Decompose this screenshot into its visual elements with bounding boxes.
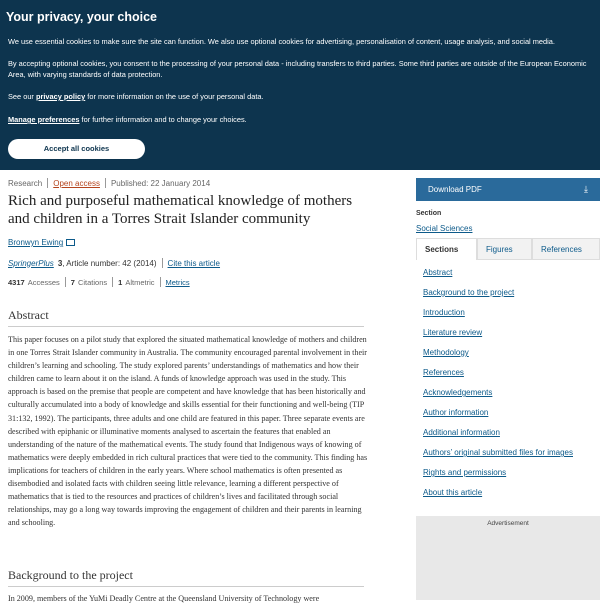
privacy-prefix: See our: [8, 92, 36, 101]
privacy-policy-link[interactable]: privacy policy: [35, 92, 86, 101]
divider: [105, 178, 106, 188]
abstract-text: This paper focuses on a pilot study that explored the situated mathematical knowledge of mothers and children in one Torres Strait Islander community in Australia. The community encouraged parental involvement in their children’s learning and schooling. The study explored parents’ understandings of mathematics and how their children came to learn about it on the island. A funds of knowledge approach was used in the study. This approach is based on the premise that people are competent and have knowledge that has been historically and culturally accumulated into a body of knowledge and skills essential for their functioning and well-being (TIP 31:132, 1992). The participants, three adults and one child are featured in this paper. Three separate events are described with epiphanic or illuminative moments analysed to ascertain the features that enabled an understanding of the nature of the mathematical events. The study found that Indigenous ways of knowing of mathematics were deeply embedded in rich cultural practices that were tied to the community. This finding has implications for teachers of children in the early years. Where school mathematics is often presented as disembodied and isolated facts with children seeing little relevance, learning a different perspective of mathematics that is tied to the resources and practices of children’s lives and facilitated through social relationships, may go a long way towards improving the engagement of children and their parents in learning and schooling.: [8, 335, 368, 528]
toc-introduction[interactable]: Introduction: [423, 308, 465, 317]
author-link[interactable]: [8, 238, 75, 247]
abstract-heading: Abstract: [8, 308, 49, 322]
citations-label: Citations: [77, 277, 108, 287]
toc-submitted-files[interactable]: Authors’ original submitted files for images: [423, 448, 573, 457]
background-divider: [8, 586, 364, 587]
toc-additional-information[interactable]: Additional information: [423, 428, 500, 437]
toc-abstract[interactable]: Abstract: [423, 268, 453, 277]
advertisement-slot: [416, 516, 600, 600]
accept-all-cookies-button[interactable]: Accept all cookies: [8, 139, 145, 159]
article-number: , Article number: 42 (2014): [62, 258, 157, 268]
citations-count: 7: [70, 277, 75, 287]
section-label: Section: [416, 210, 442, 217]
section-link[interactable]: Social Sciences: [416, 224, 473, 233]
tab-figures[interactable]: Figures: [477, 238, 532, 260]
author-name[interactable]: Bronwyn Ewing: [8, 238, 64, 247]
accesses-label: Accesses: [27, 277, 60, 287]
toc-background[interactable]: Background to the project: [423, 288, 515, 297]
background-text: In 2009, members of the YuMi Deadly Centre at the Queensland University of Technology were: [8, 594, 320, 603]
download-pdf-button[interactable]: [416, 178, 600, 201]
banner-text-essential: We use essential cookies to make sure the site can function. We also use optional cookies for advertising, personalisation of content, usage analysis, and social media.: [8, 37, 555, 46]
toc-about-article[interactable]: About this article: [423, 488, 483, 497]
toc-references[interactable]: References: [423, 368, 464, 377]
divider: [162, 258, 163, 268]
divider: [65, 277, 66, 287]
article-meta: [8, 178, 210, 188]
download-pdf-label[interactable]: Download PDF: [428, 185, 482, 194]
altmetric-count: 1: [118, 277, 123, 287]
abstract-divider: [8, 326, 364, 327]
open-access-link[interactable]: Open access: [53, 178, 100, 188]
divider: [47, 178, 48, 188]
citation-line: [8, 258, 220, 268]
banner-text-consent: By accepting optional cookies, you consent to the processing of your personal data - including transfers to third parties. Some third parties are outside of the European Economic Area, with varying standards of data protection.: [8, 59, 587, 79]
accesses-count: 4317: [8, 277, 25, 287]
volume: 3: [57, 258, 63, 268]
preferences-suffix: for further information and to change your choices.: [79, 115, 247, 124]
toc-literature-review[interactable]: Literature review: [423, 328, 483, 337]
divider: [160, 277, 161, 287]
advertisement-label: Advertisement: [487, 520, 529, 527]
metrics-link[interactable]: Metrics: [165, 277, 190, 287]
article-type: Research: [8, 178, 43, 188]
cookie-consent-banner: [0, 0, 600, 170]
divider: [112, 277, 113, 287]
altmetric-label: Altmetric: [125, 277, 155, 287]
manage-preferences-link[interactable]: Manage preferences: [8, 115, 80, 124]
background-heading: Background to the project: [8, 568, 133, 582]
article-title: Rich and purposeful mathematical knowledge of mothers and children in a Torres Strait Islander community: [8, 193, 353, 227]
toc-author-information[interactable]: Author information: [423, 408, 489, 417]
banner-title: Your privacy, your choice: [6, 10, 157, 24]
privacy-suffix: for more information on the use of your personal data.: [85, 92, 264, 101]
journal-link[interactable]: SpringerPlus: [8, 258, 54, 268]
tab-references[interactable]: References: [532, 238, 600, 260]
toc-methodology[interactable]: Methodology: [423, 348, 469, 357]
sidebar-tabs: [416, 238, 600, 260]
banner-text-privacy: [8, 91, 598, 102]
published-date: Published: 22 January 2014: [110, 178, 211, 188]
article-metrics: [8, 277, 190, 287]
download-icon[interactable]: ⤓: [584, 184, 588, 194]
toc-acknowledgements[interactable]: Acknowledgements: [423, 388, 493, 397]
toc-rights-permissions[interactable]: Rights and permissions: [423, 468, 507, 477]
email-icon[interactable]: [66, 239, 75, 246]
banner-text-preferences: [8, 114, 598, 125]
tab-sections[interactable]: Sections: [416, 238, 477, 260]
cite-this-article-link[interactable]: Cite this article: [167, 258, 221, 268]
